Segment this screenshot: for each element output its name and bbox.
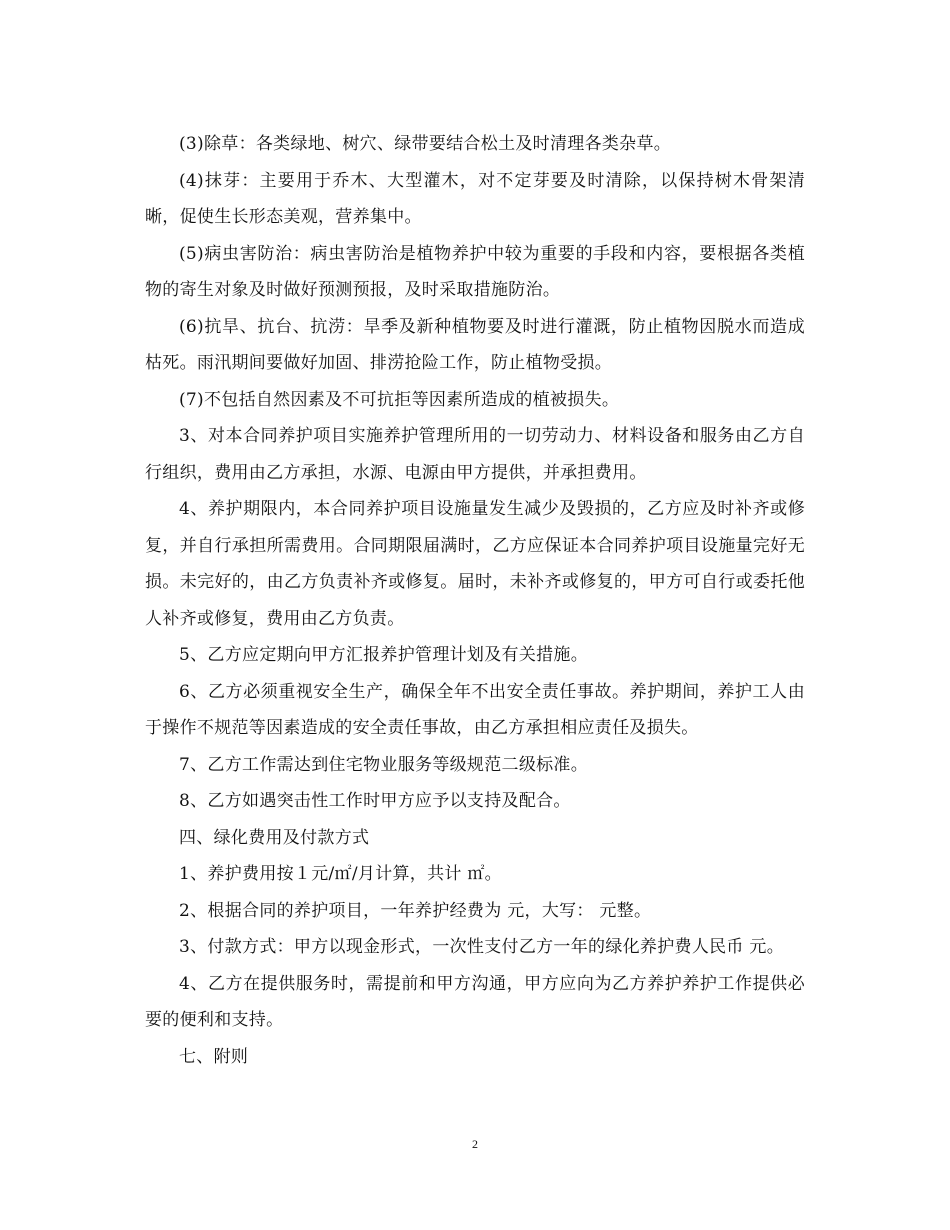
paragraph-clause-4: 4、养护期限内，本合同养护项目设施量发生减少及毁损的，乙方应及时补齐或修复，并自行承担所需费用。合同期限届满时，乙方应保证本合同养护项目设施量完好无损。未完好的，由乙方负责补齐或修复。届时，未补齐或修复的，甲方可自行或委托他人补齐或修复，费用由乙方负责。 <box>145 499 805 629</box>
paragraph-clause-8: 8、乙方如遇突击性工作时甲方应予以支持及配合。 <box>179 791 571 811</box>
paragraph-bud-removal: (4)抹芽：主要用于乔木、大型灌木，对不定芽要及时清除，以保持树木骨架清晰，促使生长形态美观，营养集中。 <box>145 170 805 227</box>
paragraph-clause-7: 7、乙方工作需达到住宅物业服务等级规范二级标准。 <box>179 754 589 775</box>
page-number: 2 <box>472 1137 478 1151</box>
paragraph-fee-2: 2、根据合同的养护项目，一年养护经费为 元，大写： 元整。 <box>179 900 652 921</box>
document-body <box>145 126 805 1075</box>
paragraph-exclusions: (7)不包括自然因素及不可抗拒等因素所造成的植被损失。 <box>179 389 620 410</box>
section-heading-fees: 四、绿化费用及付款方式 <box>179 827 370 848</box>
paragraph-pest-control: (5)病虫害防治：病虫害防治是植物养护中较为重要的手段和内容，要根据各类植物的寄生对象及时做好预测预报，及时采取措施防治。 <box>145 243 805 300</box>
paragraph-drought-typhoon-flood: (6)抗旱、抗台、抗涝：旱季及新种植物要及时进行灌溉，防止植物因脱水而造成枯死。雨汛期间要做好加固、排涝抢险工作，防止植物受损。 <box>145 316 805 373</box>
paragraph-fee-1: 1、养护费用按１元/㎡/月计算，共计 ㎡。 <box>179 864 502 884</box>
paragraph-clause-3: 3、对本合同养护项目实施养护管理所用的一切劳动力、材料设备和服务由乙方自行组织，费用由乙方承担，水源、电源由甲方提供，并承担费用。 <box>145 426 805 483</box>
paragraph-fee-4: 4、乙方在提供服务时，需提前和甲方沟通，甲方应向为乙方养护养护工作提供必要的便利和支持。 <box>145 973 805 1030</box>
paragraph-fee-3: 3、付款方式：甲方以现金形式，一次性支付乙方一年的绿化养护费人民币 元。 <box>179 937 785 957</box>
paragraph-clause-6: 6、乙方必须重视安全生产，确保全年不出安全责任事故。养护期间，养护工人由于操作不规范等因素造成的安全责任事故，由乙方承担相应责任及损失。 <box>145 681 805 738</box>
paragraph-clause-5: 5、乙方应定期向甲方汇报养护管理计划及有关措施。 <box>179 645 589 665</box>
paragraph-weeding: (3)除草：各类绿地、树穴、绿带要结合松土及时清理各类杂草。 <box>179 134 672 154</box>
section-heading-appendix: 七、附则 <box>179 1046 249 1067</box>
